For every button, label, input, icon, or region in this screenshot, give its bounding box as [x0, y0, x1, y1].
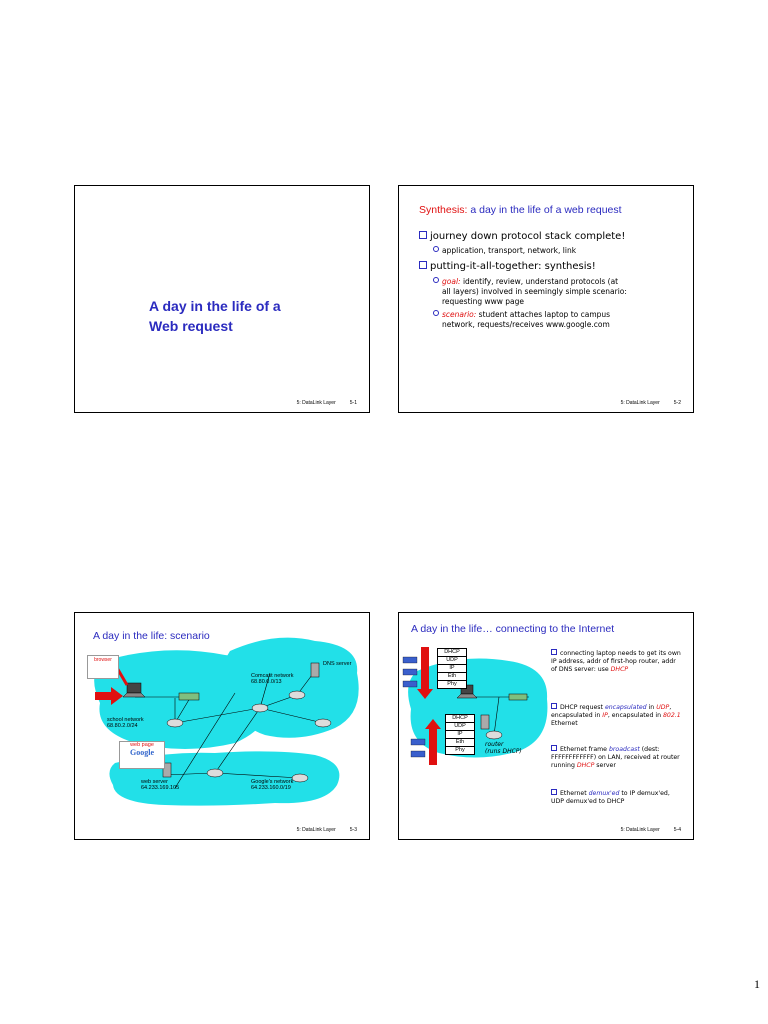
- slide-1-title: A day in the life of a Web request: [149, 298, 281, 334]
- router-icon: [486, 731, 502, 739]
- slide-4-bullet-1: connecting laptop needs to get its own IP address, addr of first-hop router, addr of DNS server: use DHCP: [551, 650, 681, 673]
- bullet-1a: application, transport, network, link: [433, 246, 576, 256]
- slide-4-title: A day in the life… connecting to the Internet: [411, 623, 615, 635]
- switch-icon: [179, 693, 199, 700]
- square-bullet-icon: [551, 789, 557, 795]
- bullet-2: putting-it-all-together: synthesis!: [419, 260, 596, 273]
- google-logo: Google: [130, 748, 154, 757]
- page-number: 1: [754, 977, 760, 991]
- dns-server-icon: [311, 663, 319, 677]
- square-bullet-icon: [419, 261, 427, 269]
- laptop-protocol-stack: DHCP UDP IP Eth Phy: [437, 649, 467, 689]
- dhcp-server-icon: [481, 715, 489, 729]
- up-arrow-icon: [429, 725, 437, 765]
- switch-icon: [509, 694, 527, 700]
- square-bullet-icon: [551, 703, 557, 709]
- circle-bullet-icon: [433, 246, 439, 252]
- browser-box: browser: [87, 655, 119, 679]
- circle-bullet-icon: [433, 310, 439, 316]
- bullet-2a: goal: identify, review, understand protocols (at all layers) involved in seemingly simple scenario: requesting www page: [433, 277, 627, 307]
- router-protocol-stack: DHCP UDP IP Eth Phy: [445, 715, 475, 755]
- slide-1: [74, 185, 370, 413]
- slide-3-footer: 5: DataLink Layer 5-3: [296, 827, 357, 833]
- square-bullet-icon: [419, 231, 427, 239]
- square-bullet-icon: [551, 649, 557, 655]
- slide-3: A day in the life: scenario browser web page Google DNS server Comcast network 68.80.0.0/13 school network 68.80.2.0/24 web server 64.233.169.105 Google's network 64.233.160.0/19 5: DataLink Layer 5-3: [74, 612, 370, 840]
- down-arrow-icon: [421, 647, 429, 693]
- slide-1-footer: 5: DataLink Layer 5-1: [296, 400, 357, 406]
- slide-2-title: Synthesis: a day in the life of a web request: [419, 204, 622, 216]
- slide-2: [398, 185, 694, 413]
- bullet-1: journey down protocol stack complete!: [419, 230, 625, 243]
- web-page-box: web page Google: [119, 741, 165, 769]
- dhcp-diagram: [399, 639, 559, 809]
- bullet-2b: scenario: student attaches laptop to campus network, requests/receives www.google.com: [433, 310, 610, 330]
- slide-4-bullet-4: Ethernet demux'ed to IP demux'ed, UDP demux'ed to DHCP: [551, 790, 670, 805]
- slide-4-bullet-3: Ethernet frame broadcast (dest: FFFFFFFFFFFF) on LAN, received at router running DHCP server: [551, 746, 680, 769]
- router-label: router (runs DHCP): [485, 741, 522, 755]
- slide-4: [398, 612, 694, 840]
- circle-bullet-icon: [433, 277, 439, 283]
- slide-4-bullet-2: DHCP request encapsulated in UDP, encapsulated in IP, encapsulated in 802.1 Ethernet: [551, 704, 681, 727]
- slide-4-footer: 5: DataLink Layer 5-4: [620, 827, 681, 833]
- slide-3-title: A day in the life: scenario: [93, 630, 210, 642]
- slide-2-footer: 5: DataLink Layer 5-2: [620, 400, 681, 406]
- square-bullet-icon: [551, 745, 557, 751]
